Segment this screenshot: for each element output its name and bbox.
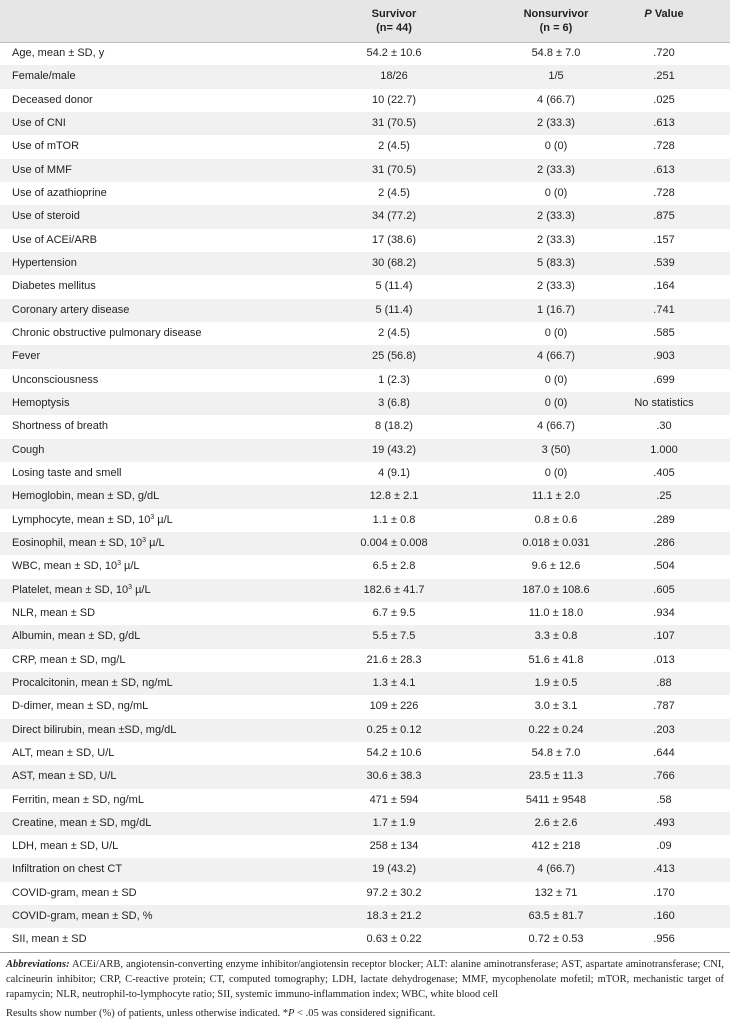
survivor-value: 30 (68.2) xyxy=(371,256,417,269)
survivor-value: 21.6 ± 28.3 xyxy=(366,653,422,666)
p-value: .875 xyxy=(653,210,675,223)
survivor-value: 182.6 ± 41.7 xyxy=(363,583,425,596)
row-label: WBC, mean ± SD, $10^3$ µ/L xyxy=(12,560,140,573)
abbreviations-note: Abbreviations: ACEi/ARB, angiotensin-converting enzyme inhibitor/angiotensin receptor blocker; ALT: alanine aminotransferase; AST, aspartate aminotransferase; CNI, calcineurin inhibitor; CRP, C-reactive protein; CT, computed tomography; LDH, lactate dehydrogenase; MMF, mycophenolate mofetil; mTOR, mechanistic target of rapamycin; NLR, neutrophil-to-lymphocyte ratio; SII, systemic immuno-inflammation index; WBC, white blood cell xyxy=(6,959,724,1000)
row-label: ALT, mean ± SD, U/L xyxy=(12,746,115,759)
nonsurvivor-value: 11.0 ± 18.0 xyxy=(528,606,584,619)
nonsurvivor-value: 63.5 ± 81.7 xyxy=(528,910,584,923)
row-label: NLR, mean ± SD xyxy=(12,606,96,619)
header-survivor-label: Survivor xyxy=(371,8,417,20)
nonsurvivor-value: 0 (0) xyxy=(544,140,568,153)
survivor-value: 31 (70.5) xyxy=(371,163,417,176)
row-label: Chronic obstructive pulmonary disease xyxy=(12,326,202,339)
header-nonsurvivor-count: (n = 6) xyxy=(539,22,573,34)
p-value: .88 xyxy=(656,676,672,689)
nonsurvivor-value: 1 (16.7) xyxy=(537,303,575,316)
row-label: Use of ACEi/ARB xyxy=(12,233,97,246)
nonsurvivor-value: 187.0 ± 108.6 xyxy=(522,583,590,596)
header-survivor-count: (n= 44) xyxy=(376,22,412,34)
p-value: .720 xyxy=(653,47,675,59)
survivor-value: 6.5 ± 2.8 xyxy=(372,560,416,573)
p-value: .539 xyxy=(653,256,675,269)
row-label: SII, mean ± SD xyxy=(12,933,87,946)
row-label: D-dimer, mean ± SD, ng/mL xyxy=(12,700,149,713)
survivor-value: 30.6 ± 38.3 xyxy=(366,770,422,783)
table-row xyxy=(0,369,730,392)
survivor-value: 1.1 ± 0.8 xyxy=(372,513,416,526)
table-row xyxy=(0,555,730,578)
nonsurvivor-value: 2 (33.3) xyxy=(537,163,575,176)
survivor-value: 2 (4.5) xyxy=(378,186,410,199)
nonsurvivor-value: 5 (83.3) xyxy=(537,256,575,269)
row-label: Infiltration on chest CT xyxy=(12,863,123,876)
table-row xyxy=(0,135,730,158)
p-value: .405 xyxy=(653,466,675,479)
p-value: .413 xyxy=(653,863,675,876)
p-value: .09 xyxy=(656,840,672,853)
row-label: Cough xyxy=(12,443,45,456)
p-value: .613 xyxy=(653,163,675,176)
nonsurvivor-value: 1/5 xyxy=(548,70,564,83)
survivor-value: 471 ± 594 xyxy=(369,793,419,806)
nonsurvivor-value: 5411 ± 9548 xyxy=(525,793,587,806)
table-row xyxy=(0,415,730,438)
nonsurvivor-value: 4 (66.7) xyxy=(537,420,575,433)
row-label: Fever xyxy=(12,350,41,363)
p-value: .787 xyxy=(653,700,675,713)
p-value: .504 xyxy=(653,560,675,573)
row-label: Age, mean ± SD, y xyxy=(12,47,105,59)
p-value: .107 xyxy=(653,630,675,643)
p-value: .58 xyxy=(656,793,672,806)
table-row xyxy=(0,649,730,672)
table-row xyxy=(0,462,730,485)
nonsurvivor-value: 54.8 ± 7.0 xyxy=(531,47,581,59)
nonsurvivor-value: 0 (0) xyxy=(544,373,568,386)
p-value: .766 xyxy=(653,770,675,783)
survivor-value: 17 (38.6) xyxy=(371,233,417,246)
table-row xyxy=(0,205,730,228)
table-row xyxy=(0,252,730,275)
table-row xyxy=(0,509,730,532)
table-row xyxy=(0,742,730,765)
row-label: Albumin, mean ± SD, g/dL xyxy=(12,630,141,643)
nonsurvivor-value: 23.5 ± 11.3 xyxy=(528,770,584,783)
nonsurvivor-value: 0.72 ± 0.53 xyxy=(528,933,584,946)
p-value: .741 xyxy=(653,303,675,316)
survivor-value: 2 (4.5) xyxy=(378,140,410,153)
row-label: LDH, mean ± SD, U/L xyxy=(12,840,119,853)
row-label: Shortness of breath xyxy=(12,420,109,433)
survivor-value: 34 (77.2) xyxy=(371,210,417,223)
table-row xyxy=(0,905,730,928)
survivor-value: 1.7 ± 1.9 xyxy=(372,816,416,829)
survivor-value: 19 (43.2) xyxy=(371,863,417,876)
survivor-value: 54.2 ± 10.6 xyxy=(366,47,422,59)
row-label: Use of CNI xyxy=(12,116,66,129)
nonsurvivor-value: 0.018 ± 0.031 xyxy=(522,536,590,549)
table-row xyxy=(0,439,730,462)
table-row xyxy=(0,112,730,135)
p-value: .160 xyxy=(653,910,675,923)
row-label: AST, mean ± SD, U/L xyxy=(12,770,117,783)
table-body xyxy=(0,42,730,952)
p-value: .30 xyxy=(656,420,672,433)
row-label: Eosinophil, mean ± SD, $10^3$ µ/L xyxy=(12,536,165,549)
table-row xyxy=(0,299,730,322)
nonsurvivor-value: 3.3 ± 0.8 xyxy=(534,630,578,643)
nonsurvivor-value: 2.6 ± 2.6 xyxy=(534,816,578,829)
row-label: COVID-gram, mean ± SD, % xyxy=(12,910,153,923)
survivor-value: 1.3 ± 4.1 xyxy=(372,676,416,689)
header-nonsurvivor xyxy=(496,7,616,35)
survivor-value: 10 (22.7) xyxy=(371,93,417,106)
survivor-value: 2 (4.5) xyxy=(378,326,410,339)
row-label: Female/male xyxy=(12,70,76,83)
row-label: Unconsciousness xyxy=(12,373,99,386)
table-row xyxy=(0,672,730,695)
table-row xyxy=(0,882,730,905)
table-row xyxy=(0,42,730,65)
row-label: Hemoptysis xyxy=(12,396,70,409)
nonsurvivor-value: 4 (66.7) xyxy=(537,863,575,876)
table-row xyxy=(0,322,730,345)
row-label: Hemoglobin, mean ± SD, g/dL xyxy=(12,490,160,503)
nonsurvivor-value: 3.0 ± 3.1 xyxy=(534,700,578,713)
p-value: .903 xyxy=(653,350,675,363)
table-bottom-rule xyxy=(0,952,730,953)
nonsurvivor-value: 9.6 ± 12.6 xyxy=(531,560,581,573)
p-value: .013 xyxy=(653,653,675,666)
table-row xyxy=(0,392,730,415)
table-row xyxy=(0,159,730,182)
table-row xyxy=(0,532,730,555)
row-label: Losing taste and smell xyxy=(12,466,122,479)
p-value: .644 xyxy=(653,746,675,759)
table-row xyxy=(0,275,730,298)
p-value: .956 xyxy=(653,933,675,946)
survivor-value: 18.3 ± 21.2 xyxy=(366,910,422,923)
header-p-value: P Value xyxy=(644,8,684,20)
row-label: Creatine, mean ± SD, mg/dL xyxy=(12,816,152,829)
nonsurvivor-value: 2 (33.3) xyxy=(537,233,575,246)
survivor-value: 0.63 ± 0.22 xyxy=(366,933,422,946)
nonsurvivor-value: 0 (0) xyxy=(544,396,568,409)
row-label: Lymphocyte, mean ± SD, $10^3$ µ/L xyxy=(12,513,173,526)
row-label: COVID-gram, mean ± SD xyxy=(12,886,137,899)
table-row xyxy=(0,182,730,205)
p-value: .164 xyxy=(653,280,675,293)
table-row xyxy=(0,229,730,252)
p-value: .025 xyxy=(653,93,675,106)
nonsurvivor-value: 0 (0) xyxy=(544,466,568,479)
p-value: .728 xyxy=(653,140,675,153)
p-value: .286 xyxy=(653,536,675,549)
p-value: 1.000 xyxy=(650,443,678,456)
row-label: Platelet, mean ± SD, $10^3$ µ/L xyxy=(12,583,151,596)
table-row xyxy=(0,65,730,88)
survivor-value: 19 (43.2) xyxy=(371,443,417,456)
row-label: Use of MMF xyxy=(12,163,72,176)
p-value: .605 xyxy=(653,583,675,596)
p-value: .289 xyxy=(653,513,675,526)
row-label: Use of mTOR xyxy=(12,140,80,153)
row-label: Coronary artery disease xyxy=(12,303,130,316)
nonsurvivor-value: 132 ± 71 xyxy=(534,886,578,899)
row-label: Ferritin, mean ± SD, ng/mL xyxy=(12,793,144,806)
survivor-value: 0.004 ± 0.008 xyxy=(360,536,428,549)
p-value: .493 xyxy=(653,816,675,829)
table-row xyxy=(0,835,730,858)
p-value: .934 xyxy=(653,606,675,619)
survivor-value: 54.2 ± 10.6 xyxy=(366,746,422,759)
row-label: Deceased donor xyxy=(12,93,93,106)
nonsurvivor-value: 3 (50) xyxy=(541,443,571,456)
table-row xyxy=(0,345,730,368)
nonsurvivor-value: 2 (33.3) xyxy=(537,116,575,129)
survivor-value: 1 (2.3) xyxy=(378,373,410,386)
header-survivor xyxy=(334,7,454,35)
nonsurvivor-value: 11.1 ± 2.0 xyxy=(531,490,581,503)
nonsurvivor-value: 0.8 ± 0.6 xyxy=(534,513,578,526)
survivor-value: 109 ± 226 xyxy=(369,700,419,713)
nonsurvivor-value: 0 (0) xyxy=(544,326,568,339)
table-row xyxy=(0,695,730,718)
survivor-value: 12.8 ± 2.1 xyxy=(369,490,419,503)
table-row xyxy=(0,765,730,788)
nonsurvivor-value: 2 (33.3) xyxy=(537,280,575,293)
row-label: Hypertension xyxy=(12,256,77,269)
row-label: Procalcitonin, mean ± SD, ng/mL xyxy=(12,676,173,689)
p-value: .170 xyxy=(653,886,675,899)
row-label: Use of steroid xyxy=(12,210,80,223)
nonsurvivor-value: 54.8 ± 7.0 xyxy=(531,746,581,759)
nonsurvivor-value: 0.22 ± 0.24 xyxy=(528,723,584,736)
table-row xyxy=(0,625,730,648)
p-value: .157 xyxy=(653,233,675,246)
nonsurvivor-value: 4 (66.7) xyxy=(537,93,575,106)
table-row xyxy=(0,719,730,742)
survivor-value: 8 (18.2) xyxy=(375,420,413,433)
p-value: .699 xyxy=(653,373,675,386)
nonsurvivor-value: 51.6 ± 41.8 xyxy=(528,653,584,666)
nonsurvivor-value: 1.9 ± 0.5 xyxy=(534,676,578,689)
nonsurvivor-value: 4 (66.7) xyxy=(537,350,575,363)
survivor-value: 97.2 ± 30.2 xyxy=(366,886,422,899)
header-nonsurvivor-label: Nonsurvivor xyxy=(523,8,589,20)
row-label: Direct bilirubin, mean ±SD, mg/dL xyxy=(12,723,177,736)
table-row xyxy=(0,858,730,881)
p-value: .613 xyxy=(653,116,675,129)
nonsurvivor-value: 2 (33.3) xyxy=(537,210,575,223)
table-header xyxy=(0,0,730,43)
row-label: Diabetes mellitus xyxy=(12,280,96,293)
p-value: .585 xyxy=(653,326,675,339)
survivor-value: 258 ± 134 xyxy=(369,840,419,853)
survivor-value: 31 (70.5) xyxy=(371,116,417,129)
p-value: No statistics xyxy=(634,396,694,409)
survivor-value: 6.7 ± 9.5 xyxy=(372,606,416,619)
nonsurvivor-value: 412 ± 218 xyxy=(531,840,581,853)
survivor-value: 5.5 ± 7.5 xyxy=(372,630,416,643)
row-label: Use of azathioprine xyxy=(12,186,107,199)
results-note: Results show number (%) of patients, unless otherwise indicated. *P < .05 was considered significant. xyxy=(6,1008,436,1019)
p-value: .728 xyxy=(653,186,675,199)
survivor-value: 4 (9.1) xyxy=(378,466,410,479)
survivor-value: 0.25 ± 0.12 xyxy=(366,723,422,736)
row-label: CRP, mean ± SD, mg/L xyxy=(12,653,126,666)
table-row xyxy=(0,579,730,602)
survivor-value: 3 (6.8) xyxy=(378,396,410,409)
table-row xyxy=(0,928,730,951)
table-row xyxy=(0,89,730,112)
survivor-value: 25 (56.8) xyxy=(371,350,417,363)
survivor-value: 5 (11.4) xyxy=(375,303,413,316)
p-value: .203 xyxy=(653,723,675,736)
p-value: .25 xyxy=(656,490,672,503)
table-row xyxy=(0,812,730,835)
p-value: .251 xyxy=(653,70,675,83)
nonsurvivor-value: 0 (0) xyxy=(544,186,568,199)
survivor-value: 18/26 xyxy=(380,70,408,83)
table-row xyxy=(0,789,730,812)
survivor-value: 5 (11.4) xyxy=(375,280,413,293)
table-row xyxy=(0,602,730,625)
table-row xyxy=(0,485,730,508)
